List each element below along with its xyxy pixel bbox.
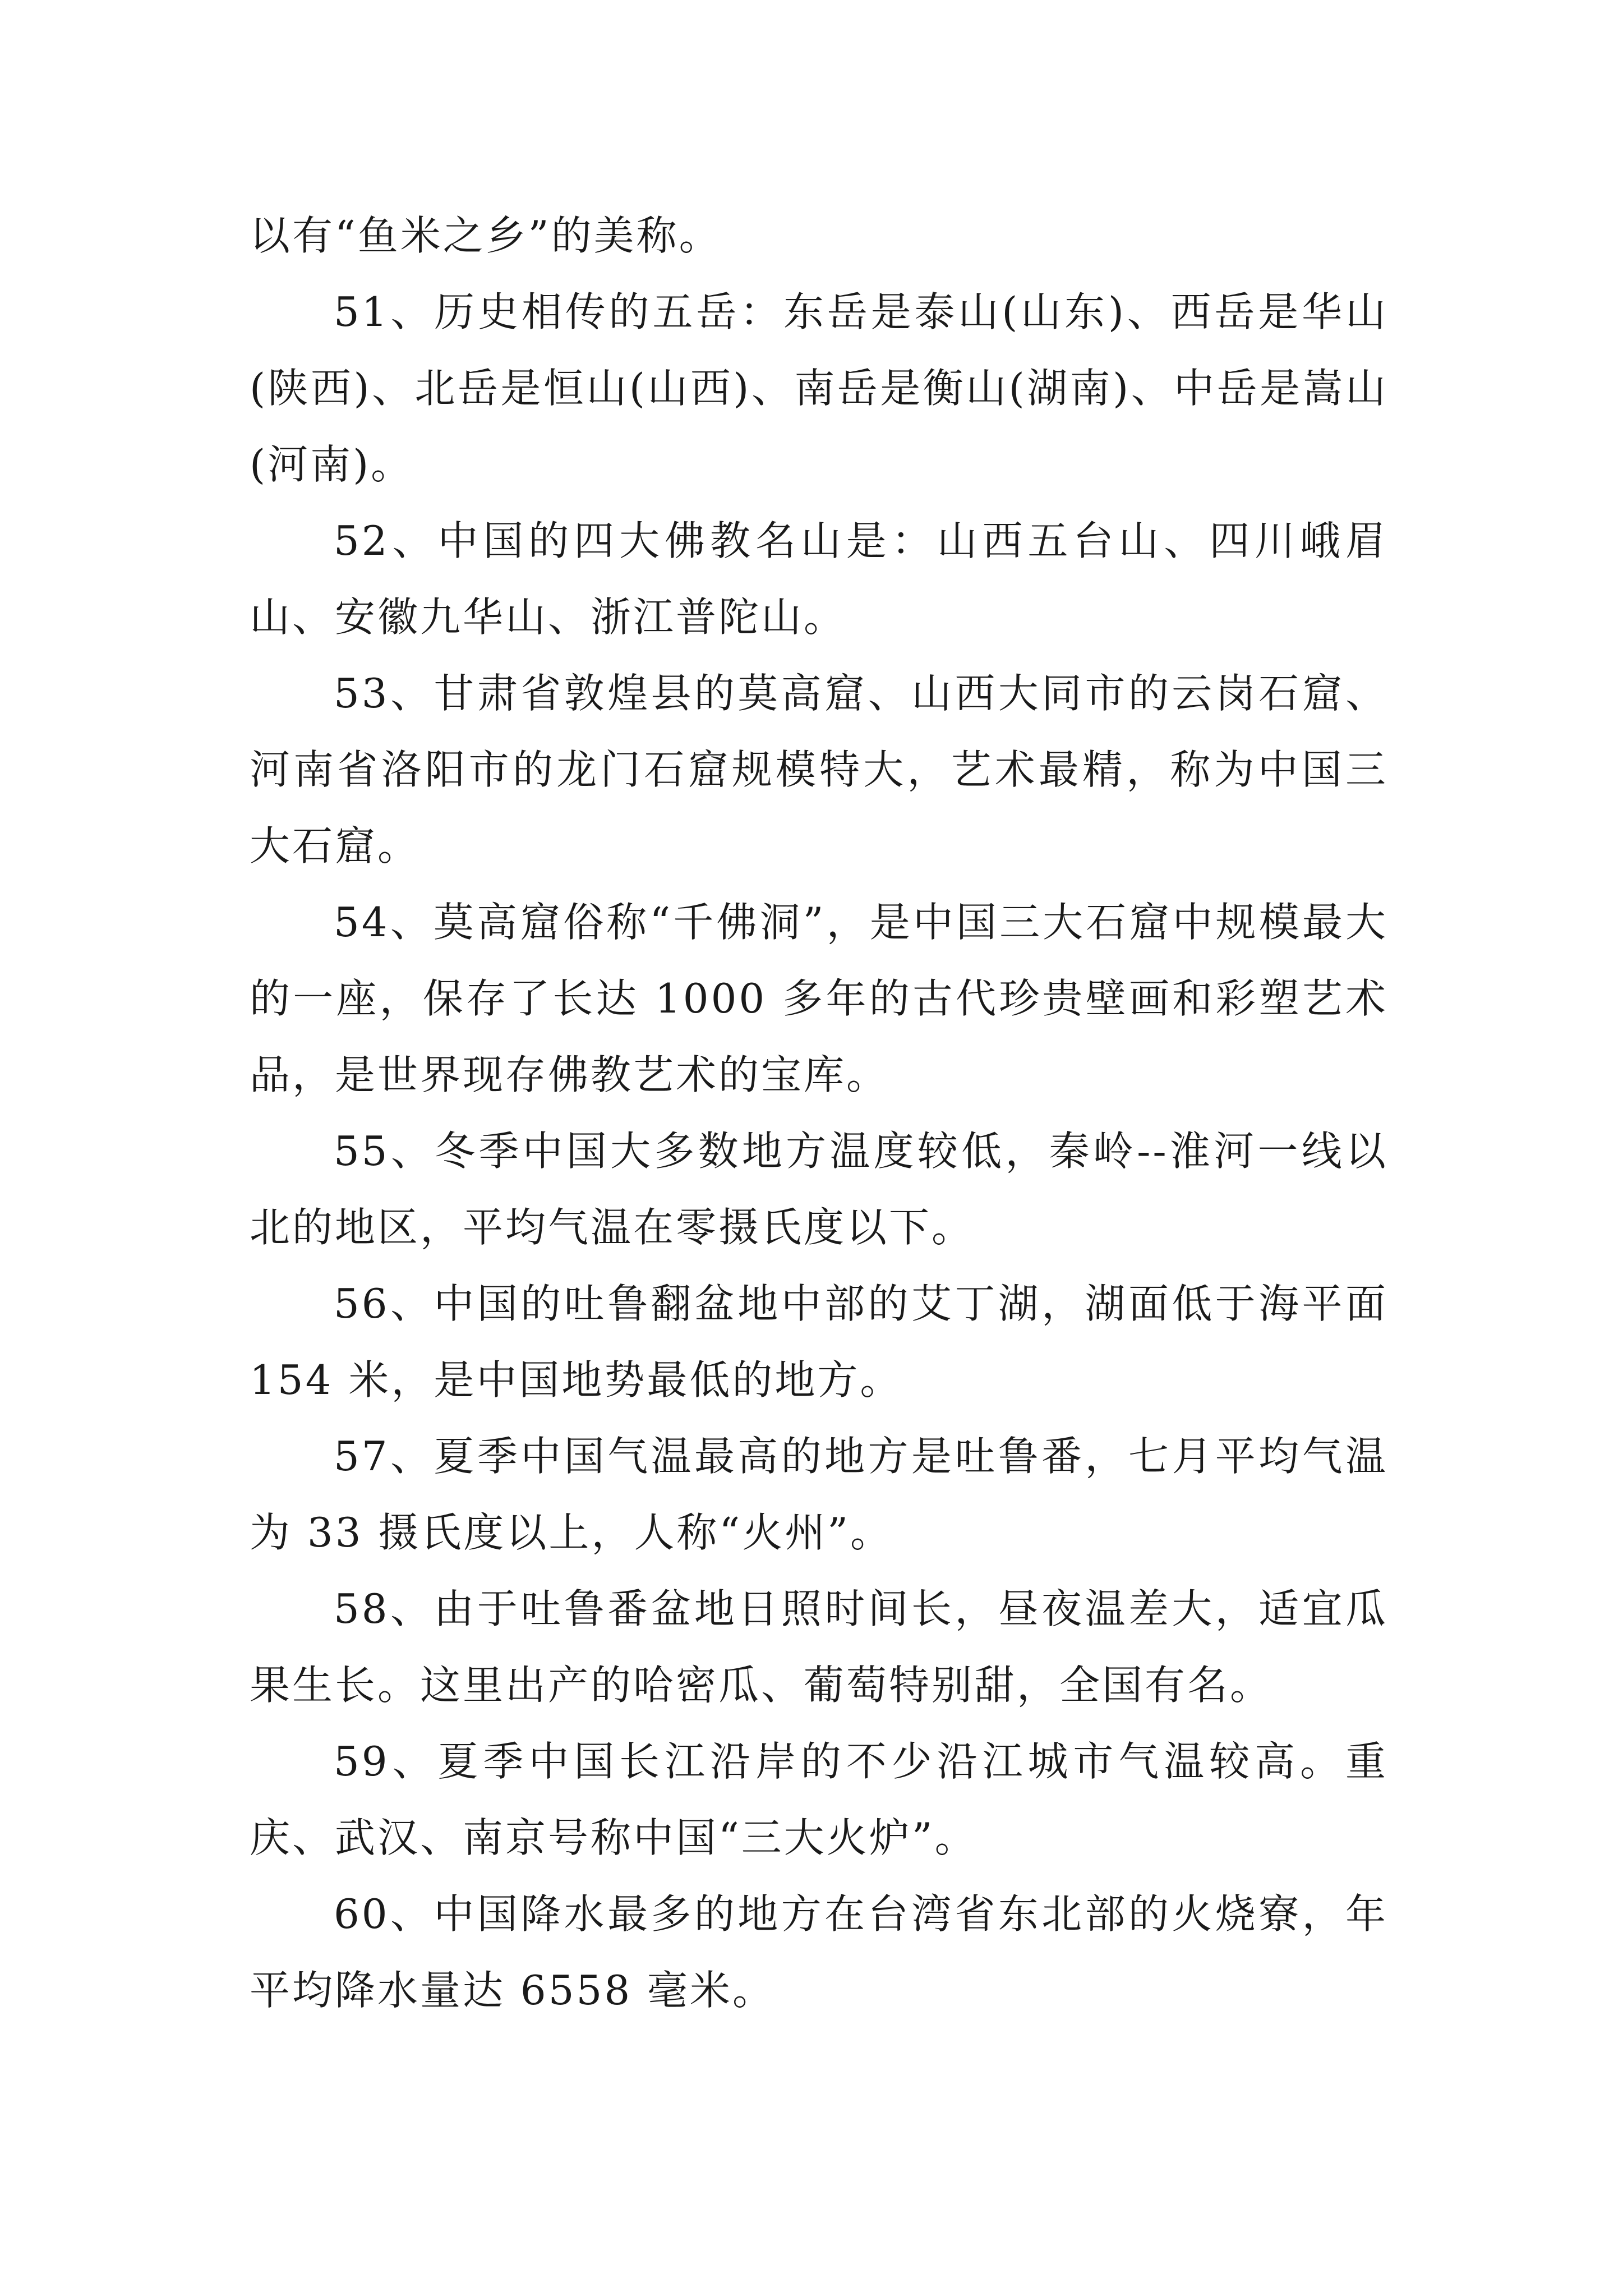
paragraph-continuation: 以有“鱼米之乡”的美称。 (250, 212, 722, 259)
paragraph-57: 57、夏季中国气温最高的地方是吐鲁番，七月平均气温为 33 摄氏度以上，人称“火州”。 (250, 1433, 1388, 1556)
paragraph-58: 58、由于吐鲁番盆地日照时间长，昼夜温差大，适宜瓜果生长。这里出产的哈密瓜、葡萄特别甜，全国有名。 (250, 1585, 1388, 1709)
paragraph-54: 54、莫高窟俗称“千佛洞”，是中国三大石窟中规模最大的一座，保存了长达 1000 多年的古代珍贵壁画和彩塑艺术品，是世界现存佛教艺术的宝库。 (250, 899, 1388, 1098)
paragraph-59: 59、夏季中国长江沿岸的不少沿江城市气温较高。重庆、武汉、南京号称中国“三大火炉”。 (250, 1738, 1388, 1861)
paragraph-52: 52、中国的四大佛教名山是：山西五台山、四川峨眉山、安徽九华山、浙江普陀山。 (250, 517, 1388, 641)
paragraph-60: 60、中国降水最多的地方在台湾省东北部的火烧寮，年平均降水量达 6558 毫米。 (250, 1890, 1388, 2014)
paragraph-55: 55、冬季中国大多数地方温度较低，秦岭--淮河一线以北的地区，平均气温在零摄氏度以下。 (250, 1128, 1388, 1251)
document-body (250, 197, 1388, 2028)
paragraph-56: 56、中国的吐鲁翻盆地中部的艾丁湖，湖面低于海平面 154 米，是中国地势最低的地方。 (250, 1280, 1388, 1404)
paragraph-51: 51、历史相传的五岳：东岳是泰山(山东)、西岳是华山(陕西)、北岳是恒山(山西)、南岳是衡山(湖南)、中岳是嵩山(河南)。 (250, 288, 1388, 488)
paragraph-53: 53、甘肃省敦煌县的莫高窟、山西大同市的云岗石窟、河南省洛阳市的龙门石窟规模特大，艺术最精，称为中国三大石窟。 (250, 670, 1388, 869)
